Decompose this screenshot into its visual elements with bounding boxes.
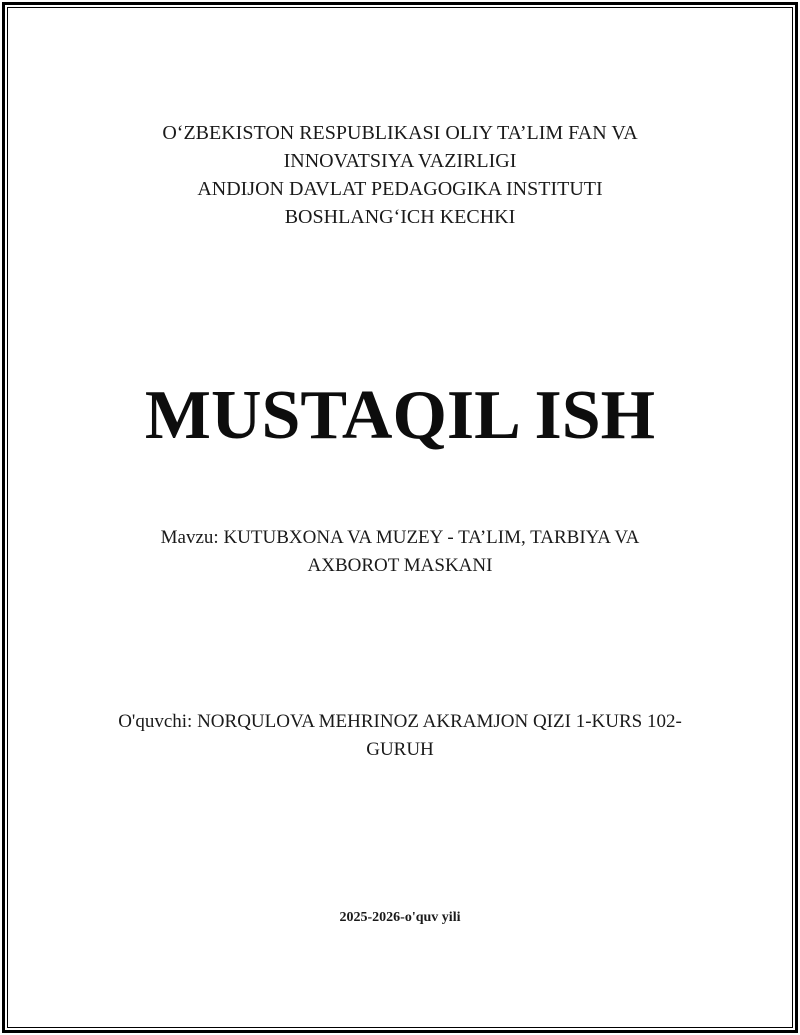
academic-year: 2025-2026-o'quv yili <box>339 910 461 925</box>
institution-line: ANDIJON DAVLAT PEDAGOGIKA INSTITUTI <box>197 178 603 200</box>
topic-block <box>8 524 792 580</box>
institution-line: INNOVATSIYA VAZIRLIGI <box>283 150 517 172</box>
topic-line: Mavzu: KUTUBXONA VA MUZEY - TA’LIM, TARBIYA VA <box>160 527 640 548</box>
topic-line: AXBOROT MASKANI <box>307 555 493 576</box>
institution-line: O‘ZBEKISTON RESPUBLIKASI OLIY TA’LIM FAN VA <box>162 122 638 144</box>
student-line: O'quvchi: NORQULOVA MEHRINOZ AKRAMJON QIZI 1-KURS 102- <box>118 711 682 732</box>
institution-header <box>8 119 792 231</box>
page-inner-border <box>7 7 793 1028</box>
institution-line: BOSHLANG‘ICH KECHKI <box>284 206 516 228</box>
page-outer-border <box>2 2 798 1033</box>
document-title: MUSTAQIL ISH <box>144 377 656 454</box>
student-line: GURUH <box>366 739 434 760</box>
student-block <box>8 708 792 764</box>
